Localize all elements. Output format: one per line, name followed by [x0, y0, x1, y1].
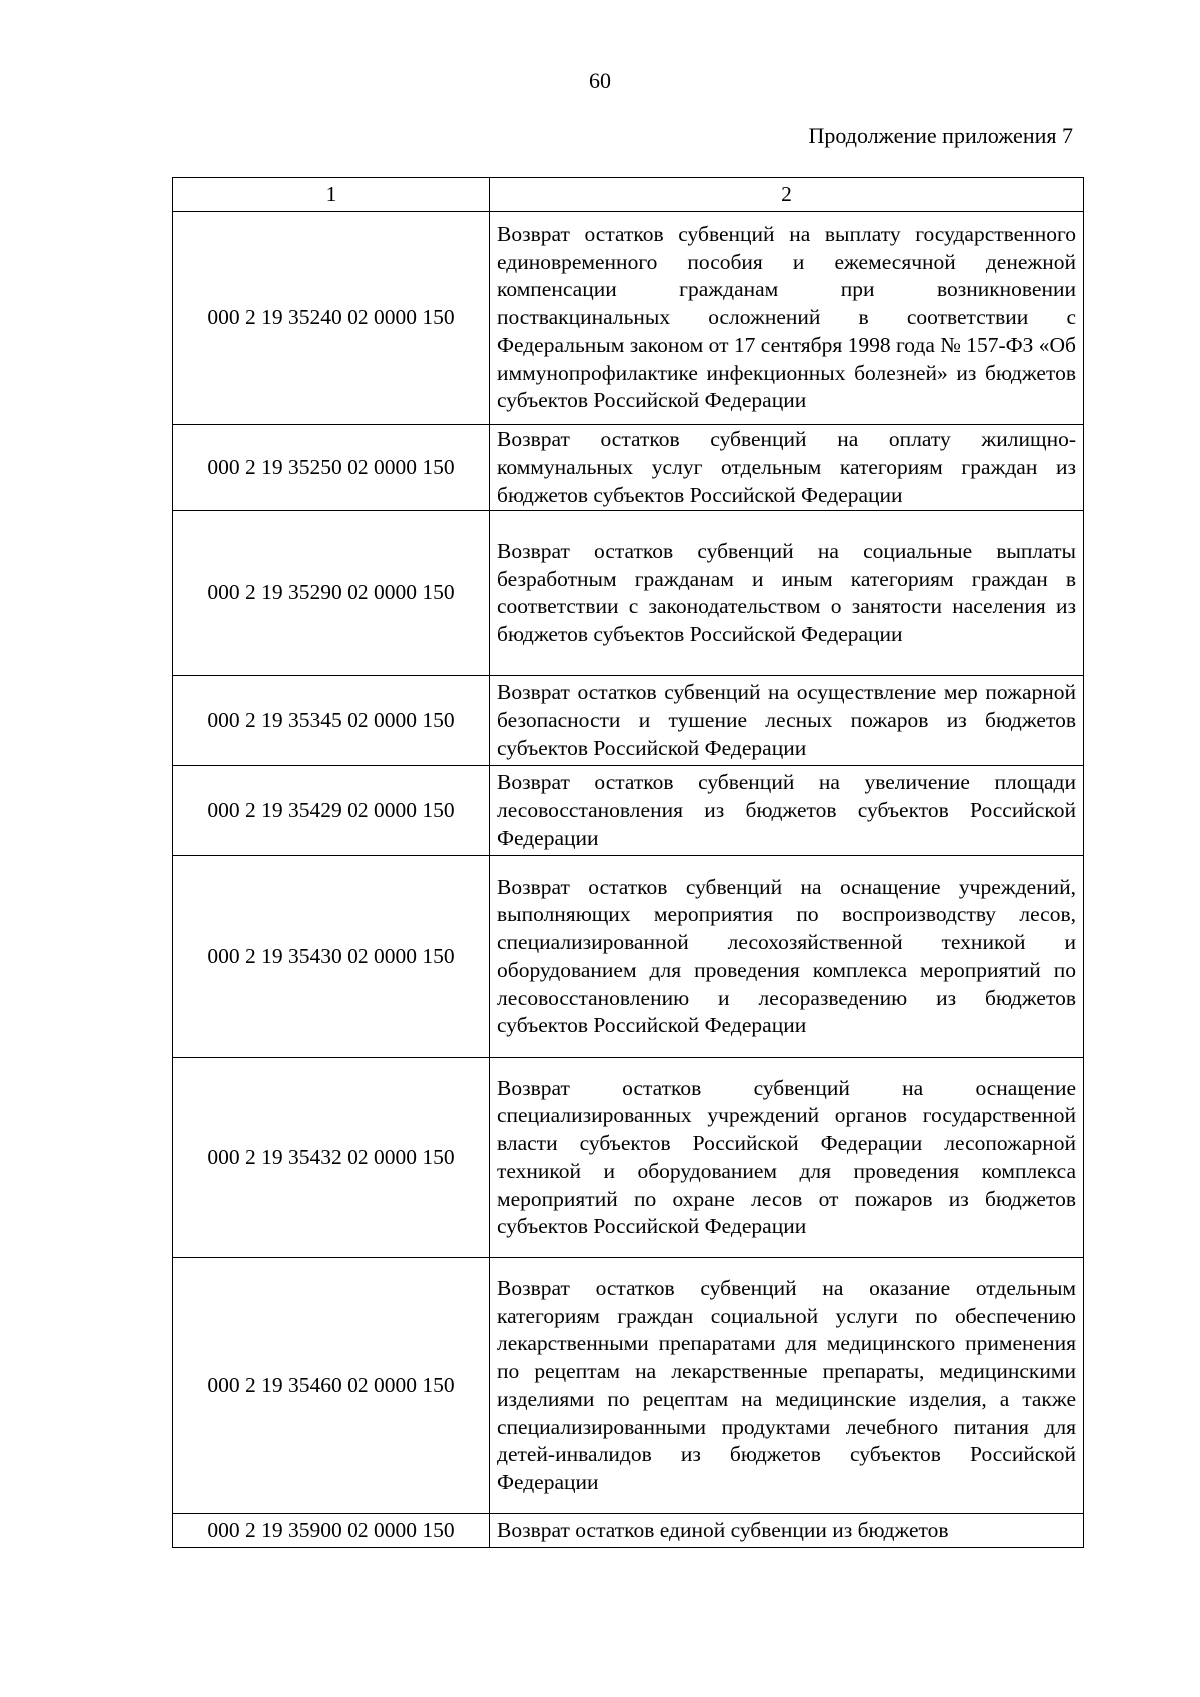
appendix-continuation-header: Продолжение приложения 7: [808, 123, 1073, 148]
page-number: 60: [589, 68, 611, 93]
table-row: [173, 676, 1084, 766]
row-code: 000 2 19 35290 02 0000 150: [173, 511, 490, 676]
table-row: [173, 511, 1084, 676]
table-header-row: [173, 178, 1084, 212]
column-header-1: 1: [173, 178, 490, 212]
row-description: Возврат остатков субвенций на осуществление мер пожарной безопасности и тушение лесных пожаров из бюджетов субъектов Российской Федерации: [490, 676, 1084, 766]
table-row: [173, 425, 1084, 511]
column-header-2: 2: [490, 178, 1084, 212]
table-row: [173, 1514, 1084, 1548]
row-description: Возврат остатков субвенций на выплату государственного единовременного пособия и ежемесячной денежной компенсации гражданам при возникновении поствакцинальных осложнений в соответствии с Федеральным законом от 17 сентября 1998 года № 157-ФЗ «Об иммунопрофилактике инфекционных болезней» из бюджетов субъектов Российской Федерации: [490, 212, 1084, 425]
row-description: Возврат остатков субвенций на оснащение учреждений, выполняющих мероприятия по воспроизводству лесов, специализированной лесохозяйственной техникой и оборудованием для проведения комплекса мероприятий по лесовосстановлению и лесоразведению из бюджетов субъектов Российской Федерации: [490, 856, 1084, 1058]
row-code: 000 2 19 35460 02 0000 150: [173, 1258, 490, 1514]
row-description: Возврат остатков субвенций на оплату жилищно-коммунальных услуг отдельным категориям граждан из бюджетов субъектов Российской Федерации: [490, 425, 1084, 511]
row-code: 000 2 19 35432 02 0000 150: [173, 1058, 490, 1258]
row-description: Возврат остатков субвенций на социальные выплаты безработным гражданам и иным категориям граждан в соответствии с законодательством о занятости населения из бюджетов субъектов Российской Федерации: [490, 511, 1084, 676]
table-row: [173, 856, 1084, 1058]
row-code: 000 2 19 35240 02 0000 150: [173, 212, 490, 425]
row-description: Возврат остатков единой субвенции из бюджетов: [490, 1514, 1084, 1548]
table-row: [173, 212, 1084, 425]
row-code: 000 2 19 35430 02 0000 150: [173, 856, 490, 1058]
table-row: [173, 1058, 1084, 1258]
budget-classification-table: [172, 177, 1084, 1548]
row-code: 000 2 19 35900 02 0000 150: [173, 1514, 490, 1548]
row-code: 000 2 19 35429 02 0000 150: [173, 766, 490, 856]
row-code: 000 2 19 35250 02 0000 150: [173, 425, 490, 511]
table-row: [173, 766, 1084, 856]
table-row: [173, 1258, 1084, 1514]
row-description: Возврат остатков субвенций на оказание отдельным категориям граждан социальной услуги по обеспечению лекарственными препаратами для медицинского применения по рецептам на лекарственные препараты, медицинскими изделиями по рецептам на медицинские изделия, а также специализированными продуктами лечебного питания для детей-инвалидов из бюджетов субъектов Российской Федерации: [490, 1258, 1084, 1514]
row-code: 000 2 19 35345 02 0000 150: [173, 676, 490, 766]
row-description: Возврат остатков субвенций на увеличение площади лесовосстановления из бюджетов субъектов Российской Федерации: [490, 766, 1084, 856]
row-description: Возврат остатков субвенций на оснащение специализированных учреждений органов государственной власти субъектов Российской Федерации лесопожарной техникой и оборудованием для проведения комплекса мероприятий по охране лесов от пожаров из бюджетов субъектов Российской Федерации: [490, 1058, 1084, 1258]
